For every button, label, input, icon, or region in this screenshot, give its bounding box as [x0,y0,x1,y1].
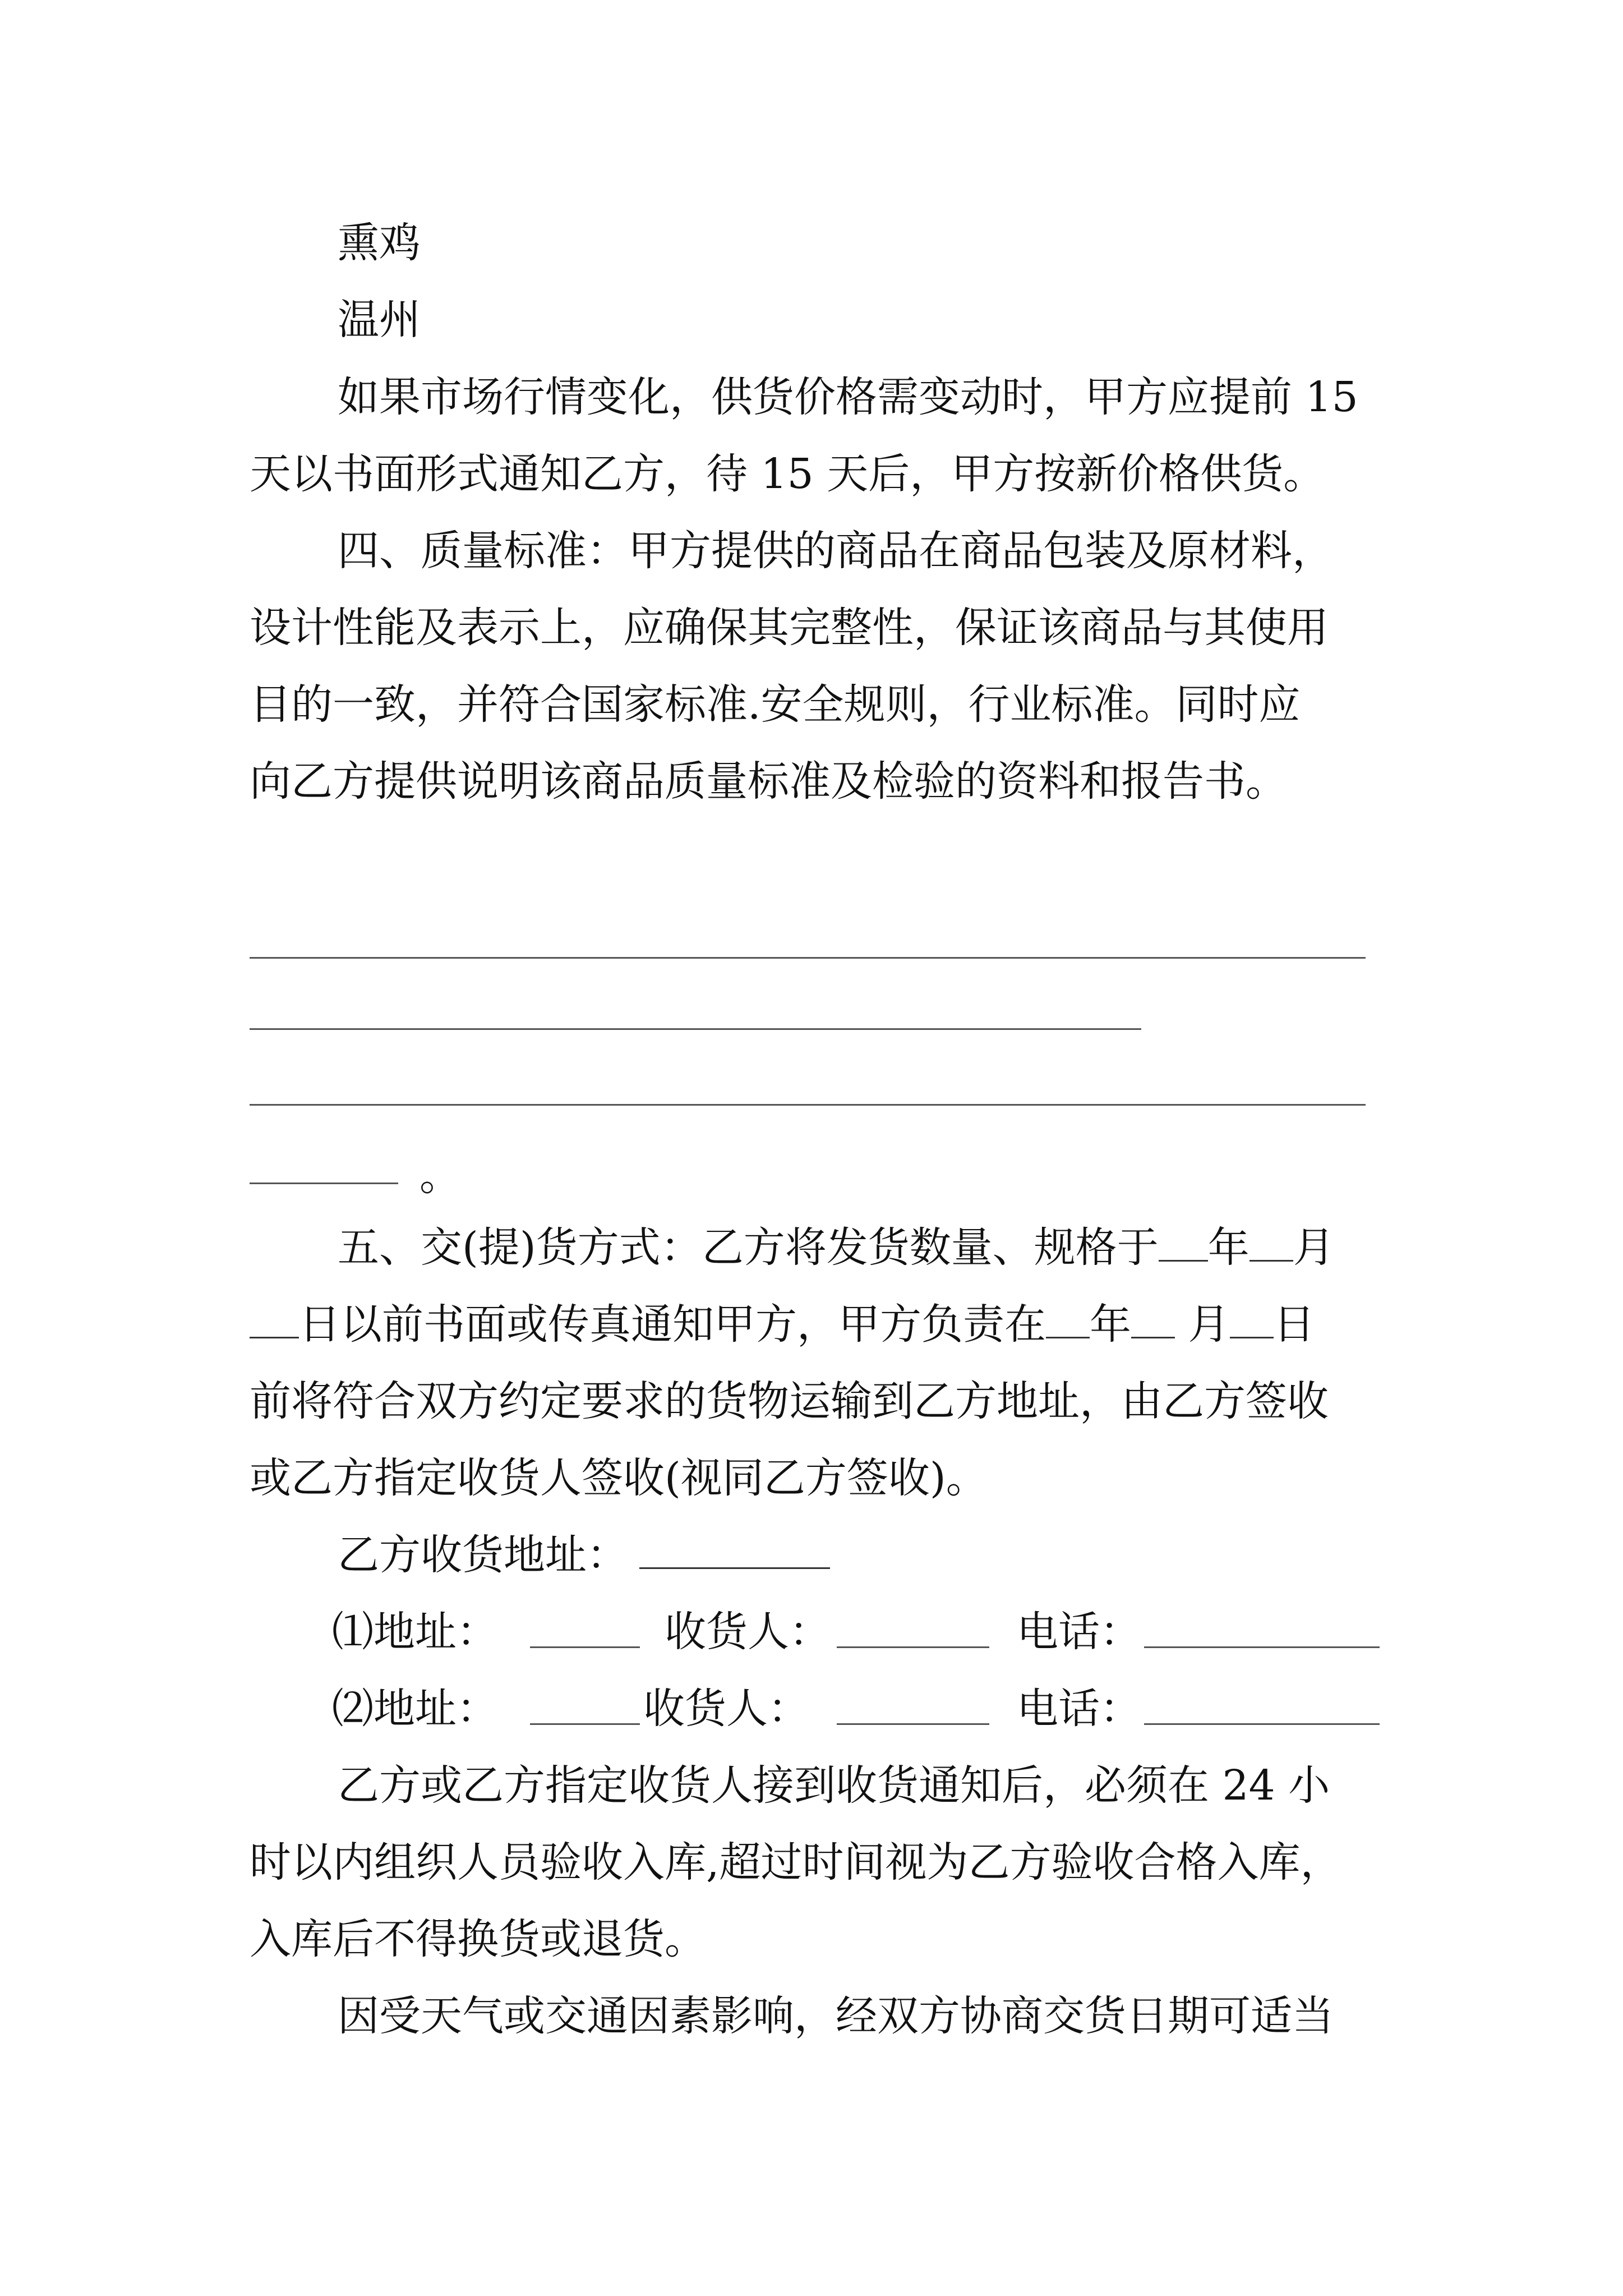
quality-standard-line-3: 目的一致，并符合国家标准.安全规则，行业标准。同时应 [250,680,1301,729]
delivery-method-line-3: 前将符合双方约定要求的货物运输到乙方地址，由乙方签收 [250,1377,1329,1425]
address-row-2-phone-label: 电话： [1017,1685,1141,1733]
address-row-2-receiver-label: 收货人： [643,1685,809,1733]
blank-line [250,957,1366,959]
year-label: 年 [1090,1300,1131,1349]
year-label: 年 [1207,1223,1249,1272]
blank-month [1249,1221,1293,1262]
quality-standard-line-4: 向乙方提供说明该商品质量标准及检验的资料和报告书。 [250,757,1287,806]
inspection-paragraph-line-1: 乙方或乙方指定收货人接到收货通知后，必须在 24 小 [338,1761,1330,1810]
delivery-text: 日以前书面或传真通知甲方，甲方负责在 [299,1300,1046,1349]
blank-address [530,1723,640,1725]
blank-year [1046,1297,1090,1338]
blank-month [1131,1297,1175,1338]
delivery-text: 五、交(提)货方式：乙方将发货数量、规格于 [338,1223,1159,1272]
delivery-method-line-1 [338,1221,1335,1274]
month-label: 月 [1293,1223,1335,1272]
blank-receiver [837,1723,989,1725]
blank-address [639,1528,830,1569]
quality-standard-line-1: 四、质量标准：甲方提供的商品在商品包装及原材料， [338,527,1334,575]
receiving-address-label: 乙方收货地址： [338,1531,628,1579]
blank-day [250,1297,299,1338]
product-item-smoked-chicken: 熏鸡 [338,219,421,267]
price-change-paragraph-line-2: 天以书面形式通知乙方，待 15 天后，甲方按新价格供货。 [250,450,1325,498]
address-row-1-label: ⑴地址： [332,1608,498,1656]
price-change-paragraph-line-1: 如果市场行情变化，供货价格需变动时，甲方应提前 15 [338,373,1358,421]
blank-phone [1144,1723,1380,1725]
day-label: 日 [1273,1300,1315,1349]
month-label: 月 [1188,1300,1230,1349]
address-row-1-receiver-label: 收货人： [665,1608,831,1656]
blank-address [530,1646,640,1648]
address-row-2-label: ⑵地址： [332,1685,498,1733]
blank-line [250,1104,1366,1106]
blank-line [250,1028,1141,1030]
receiving-address-heading [338,1528,830,1582]
delivery-method-line-2 [250,1297,1315,1351]
blank-year [1159,1221,1208,1262]
blank-receiver [837,1646,989,1648]
blank-phone [1144,1646,1380,1648]
blank-end-period: 。 [419,1152,461,1200]
quality-standard-line-2: 设计性能及表示上，应确保其完整性，保证该商品与其使用 [250,604,1329,652]
address-row-1-phone-label: 电话： [1017,1608,1141,1656]
inspection-paragraph-line-3: 入库后不得换货或退货。 [250,1915,706,1963]
delivery-method-line-4: 或乙方指定收货人签收(视同乙方签收)。 [250,1454,988,1502]
weather-paragraph-line-1: 因受天气或交通因素影响，经双方协商交货日期可适当 [338,1992,1334,2040]
blank-day [1230,1297,1274,1338]
inspection-paragraph-line-2: 时以内组织人员验收入库,超过时间视为乙方验收合格入库， [250,1838,1342,1887]
product-origin-wenzhou: 温州 [338,296,421,344]
blank-line [250,1182,398,1184]
